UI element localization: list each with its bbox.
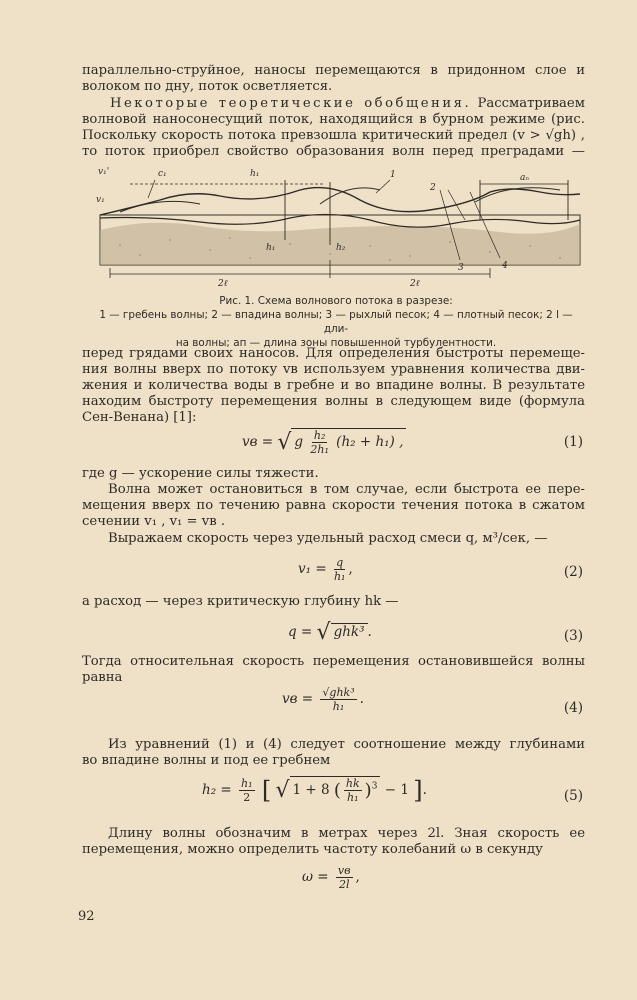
text-line: равна — [82, 670, 123, 685]
label-4: 4 — [502, 261, 508, 271]
section-lead: Некоторые теоретические обобщения. — [110, 96, 472, 111]
text-line: Длину волны обозначим в метрах через 2l. Зная скорость ее — [108, 826, 585, 841]
text-line: волоком по дну, поток осветляется. — [82, 79, 333, 94]
eq-term: , — [355, 869, 360, 885]
text-line: перед грядами своих наносов. Для определения быстроты перемеще- — [82, 346, 585, 361]
equation-number: (3) — [563, 628, 583, 644]
text-line: то поток приобрел свойство образования волн перед преградами — — [82, 144, 585, 159]
eq-term: . — [359, 691, 364, 707]
eq-term: g — [294, 434, 304, 450]
fraction — [239, 777, 255, 804]
equation-1 — [242, 428, 406, 456]
eq-lhs: v₁ = — [298, 561, 327, 577]
label-h2: h₂ — [336, 243, 346, 253]
text-line: перемещения, можно определить частоту колебаний ω в секунду — [82, 842, 543, 857]
paragraph-4 — [82, 482, 585, 530]
text-line: параллельно-струйное, наносы перемещаются в придонном слое и — [82, 63, 585, 78]
eq-lhs: vв = — [242, 434, 274, 450]
caption-legend: 1 — гребень волны; 2 — впадина волны; 3 — рыхлый песок; 4 — плотный песок; 2 l — дли- — [99, 309, 573, 335]
radicand: ghk³ — [331, 623, 368, 640]
wave-flow-diagram — [90, 160, 590, 290]
equation-6 — [302, 864, 360, 891]
frac-num: q — [336, 556, 344, 569]
label-h1: h₁ — [266, 243, 276, 253]
caption-legend: на волны; aп — длина зоны повышенной турбулентности. — [175, 337, 497, 349]
eq-lhs: q = — [288, 624, 313, 640]
label-1: 1 — [390, 170, 396, 180]
page-number: 92 — [78, 909, 95, 924]
eq-term: − 1 — [384, 782, 409, 798]
eq-term: . — [367, 624, 372, 640]
paragraph-7 — [82, 654, 585, 686]
text-line: где g — ускорение силы тяжести. — [82, 466, 319, 481]
left-bracket: [ — [261, 776, 272, 805]
eq-term: , — [348, 561, 353, 577]
label-v1-prime: v₁' — [98, 167, 110, 177]
text-line: находим быстроту перемещения волны в следующем виде (формула — [82, 394, 585, 409]
text-line: Выражаем скорость через удельный расход смеси q, м³/сек, — — [108, 531, 548, 546]
frac-num: √ghk³ — [322, 686, 355, 699]
eq-lhs: h₂ = — [202, 782, 232, 798]
label-c1: c₁ — [158, 169, 167, 179]
frac-den: 2h₁ — [310, 443, 329, 456]
frac-den: h₁ — [333, 570, 346, 583]
eq-lhs: ω = — [302, 869, 329, 885]
paragraph-9 — [82, 826, 585, 858]
crest-curve — [320, 188, 380, 204]
equation-3 — [288, 620, 372, 645]
frac-den: h₁ — [332, 700, 345, 713]
right-bracket: ] — [413, 776, 423, 805]
text-line: Поскольку скорость потока превзошла критический предел (v > √gh) , — [82, 128, 585, 143]
text-line: во впадине волны и под ее гребнем — [82, 753, 331, 768]
text-line: Тогда относительная скорость перемещения остановившейся волны — [82, 654, 585, 669]
fraction — [336, 864, 353, 891]
frac-den: h₁ — [347, 791, 359, 804]
frac-num: vв — [337, 864, 351, 877]
label-3: 3 — [458, 263, 464, 273]
text-fragment: Рассматриваем — [477, 96, 585, 111]
fraction — [320, 686, 356, 713]
fraction — [334, 556, 346, 583]
frac-num: hk — [345, 777, 360, 790]
eq-term: (h₂ + h₁) , — [336, 434, 404, 450]
text-line: Волна может остановиться в том случае, если быстрота ее пере- — [108, 482, 585, 497]
fraction — [310, 429, 329, 456]
text-line: сечении v₁ , v₁ = vв . — [82, 514, 226, 529]
paragraph-6 — [82, 594, 585, 610]
radical-sign: √ — [316, 620, 331, 645]
equation-number: (2) — [563, 564, 583, 580]
text-line: а расход — через критическую глубину hk — — [82, 594, 399, 609]
text-line: волновой наносонесущий поток, находящийся в бурном режиме (рис. — [82, 112, 585, 127]
radical-sign: √ — [277, 430, 292, 455]
text-line: жения и количества воды в гребне и во впадине волны. В результате — [82, 378, 585, 393]
equation-number: (4) — [563, 700, 583, 716]
radical-sign: √ — [275, 778, 290, 803]
label-2l-left: 2ℓ — [218, 279, 228, 289]
figure-caption — [96, 294, 576, 350]
equation-number: (1) — [563, 434, 583, 450]
fraction — [344, 777, 362, 804]
paragraph-3 — [82, 346, 585, 426]
frac-num: h₂ — [313, 429, 326, 442]
text-line — [82, 96, 585, 112]
label-2l-right: 2ℓ — [410, 279, 420, 289]
crest-curve — [475, 188, 560, 202]
paragraph-2 — [82, 96, 585, 160]
eq-lhs: vв = — [282, 691, 314, 707]
caption-title: Рис. 1. Схема волнового потока в разрезе: — [219, 295, 453, 307]
eq-term: 1 + 8 — [292, 782, 330, 798]
paragraph-8 — [82, 737, 585, 769]
label-v1: v₁ — [96, 195, 105, 205]
frac-den: 2l — [338, 878, 350, 891]
frac-num: h₁ — [241, 777, 253, 790]
text-line: Сен-Венана) [1]: — [82, 410, 197, 425]
label-2: 2 — [430, 183, 436, 193]
equation-5: h₂ = $\frac{\text{h₁}}{2}$ [ √ 1 + 8 ( $\frac{hk}{\text{h₁}}$ )$^3$ − 1 ]. — [202, 776, 427, 805]
paragraph-5 — [82, 531, 585, 547]
equation-number: (5) — [563, 788, 583, 804]
paragraph-1 — [82, 63, 585, 95]
eq-term: . — [422, 782, 427, 798]
frac-den: 2 — [243, 791, 251, 804]
equation-2 — [298, 556, 353, 583]
paragraph-where — [82, 466, 585, 482]
text-line: Из уравнений (1) и (4) следует соотношение между глубинами — [108, 737, 585, 752]
exponent: 3 — [371, 781, 378, 792]
text-line: ния волны вверх по потоку vв используем уравнения количества дви- — [82, 362, 585, 377]
text-line: мещения вверх по течению равна скорости течения потока в сжатом — [82, 498, 585, 513]
equation-4 — [282, 686, 364, 713]
label-h1-top: h₁ — [250, 169, 260, 179]
label-a-n: aₙ — [520, 173, 530, 183]
